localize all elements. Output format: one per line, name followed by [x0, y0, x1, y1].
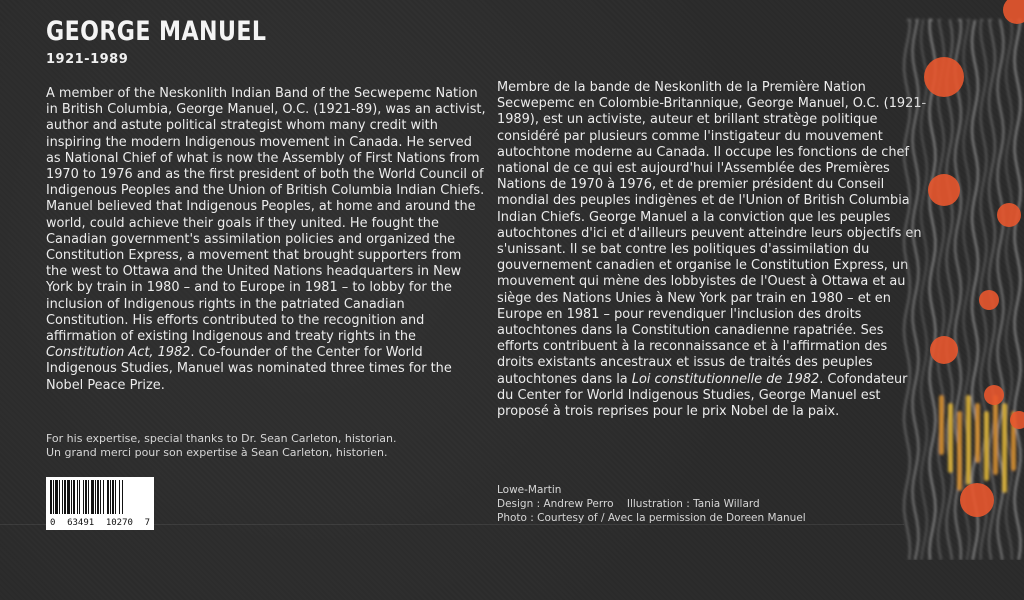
artwork-strand [938, 20, 944, 560]
envelope-flap-edge [0, 524, 904, 600]
barcode-bar [115, 480, 116, 514]
artwork-yellow-strand [948, 403, 953, 473]
barcode-bar [79, 480, 80, 514]
artwork-orange-dot [924, 57, 964, 97]
artwork-strand [947, 20, 953, 560]
barcode-bar [119, 480, 120, 514]
barcode-bar [59, 480, 60, 514]
french-text-part2: . Cofondateur du Center for World Indigenous Studies, George Manuel est proposé à trois reprises pour le prix Nobel de la paix. [497, 371, 908, 420]
barcode-bar [64, 480, 66, 514]
photo-credit: Photo : Courtesy of / Avec la permission de Doreen Manuel [497, 512, 806, 524]
barcode-bar [83, 480, 84, 514]
barcode-bar [71, 480, 72, 514]
artwork-orange-dot [1003, 0, 1024, 24]
barcode-bar [107, 480, 109, 514]
french-biography [497, 80, 927, 420]
barcode-bar [73, 480, 75, 514]
barcode-number [50, 518, 150, 528]
barcode-bar [112, 480, 114, 514]
barcode-bar [95, 480, 96, 514]
english-text-part1: A member of the Neskonlith Indian Band of the Secwepemc Nation in British Columbia, George Manuel, O.C. (1921-89), was an activist, author and astute political strategist whom many credit with inspiring the modern Indigenous movement in Canada. He served as National Chief of what is now the Assembly of First Nations from 1970 to 1976 and as the first president of both the World Council of Indigenous Peoples and the Union of British Columbia Indian Chiefs. Manuel believed that Indigenous Peoples, at home and around the world, could achieve their goals if they united. He fought the Canadian government's assimilation policies and organized the Constitution Express, a movement that brought supporters from the west to Ottawa and the United Nations headquarters in New York by train in 1980 – and to Europe in 1981 – to lobby for the inclusion of Indigenous rights in the patriated Canadian Constitution. His efforts contributed to the recognition and affirmation of existing Indigenous and treaty rights in the [46, 86, 486, 345]
loi-constitutionnelle-title: Loi constitutionnelle de 1982 [631, 371, 820, 387]
artwork-strand [913, 20, 919, 560]
artwork-orange-dot [997, 203, 1021, 227]
barcode-bar [53, 480, 54, 514]
artwork-strand [930, 20, 936, 560]
barcode-digit-left: 0 [50, 518, 56, 528]
artwork-strand [989, 20, 995, 560]
artwork-yellow-strand [984, 411, 989, 481]
barcode-bar [91, 480, 94, 514]
barcode-bar [55, 480, 58, 514]
page-title: GEORGE MANUEL [46, 16, 267, 47]
barcode-group-1: 63491 [67, 518, 95, 528]
artwork-yellow-strand [957, 411, 962, 491]
barcode-digit-right: 7 [144, 518, 150, 528]
barcode-bar [77, 480, 78, 514]
life-years: 1921-1989 [46, 52, 129, 67]
artwork-orange-dot [979, 290, 999, 310]
artwork-yellow-strand [975, 403, 980, 463]
barcode-bar [103, 480, 104, 514]
artwork-orange-dot [984, 385, 1004, 405]
barcode-bars [50, 480, 150, 514]
english-biography [46, 86, 486, 394]
artwork-yellow-strand [939, 395, 944, 455]
artwork-orange-dot [930, 336, 958, 364]
artwork-strand [921, 20, 927, 560]
barcode-bar [88, 480, 89, 514]
artwork-strand [1015, 20, 1021, 560]
design-credit: Design : Andrew Perro [497, 498, 614, 510]
artwork-yellow-strand [1002, 403, 1007, 493]
artwork-yellow-strand [966, 395, 971, 485]
acknowledgement [46, 432, 486, 460]
barcode-bar [67, 480, 70, 514]
barcode-bar [100, 480, 101, 514]
artwork-orange-dot [928, 174, 960, 206]
artwork-strand [972, 20, 978, 560]
barcode-bar [50, 480, 52, 514]
constitution-act-title: Constitution Act, 1982 [46, 345, 191, 361]
thanks-french: Un grand merci pour son expertise à Sean Carleton, historien. [46, 446, 388, 459]
illustration-credit: Illustration : Tania Willard [626, 498, 760, 510]
barcode-bar [62, 480, 63, 514]
barcode-bar [110, 480, 111, 514]
thanks-english: For his expertise, special thanks to Dr. Sean Carleton, historian. [46, 432, 397, 445]
barcode [46, 477, 154, 530]
artwork-yellow-strand [993, 395, 998, 475]
barcode-bar [97, 480, 99, 514]
artwork-orange-dot [960, 483, 994, 517]
illustration-artwork [899, 0, 1024, 560]
credits [497, 483, 897, 525]
design-illustration-credit [497, 497, 897, 511]
french-text-part1: Membre de la bande de Neskonlith de la Première Nation Secwepemc en Colombie-Britannique, George Manuel, O.C. (1921-1989), est un activiste, auteur et brillant stratège politique considéré par plusieurs comme l'instigateur du mouvement autochtone moderne au Canada. Il occupe les fonctions de chef national de ce qui est aujourd'hui l'Assemblée des Premières Nations de 1970 à 1976, et de premier président du Conseil mondial des peuples indigènes et de l'Union of British Columbia Indian Chiefs. George Manuel a la conviction que les peuples autochtones d'ici et d'ailleurs peuvent atteindre leurs objectifs en s'unissant. Il se bat contre les politiques d'assimilation du gouvernement canadien et organise le Constitution Express, un mouvement qui mène des lobbyistes de l'Ouest à Ottawa et au siège des Nations Unies à New York par train en 1980 – et en Europe en 1981 – pour revendiquer l'inclusion des droits autochtones dans la Constitution canadienne rapatriée. Ses efforts contribuent à la reconnaissance et à l'affirmation des droits existants ancestraux et issus de traités des peuples autochtones dans la [497, 80, 927, 387]
english-text-part2: . Co-founder of the Center for World Indigenous Studies, Manuel was nominated three times for the Nobel Peace Prize. [46, 345, 452, 393]
artwork-pattern [899, 0, 1024, 560]
artwork-strand [904, 20, 910, 560]
barcode-group-2: 10270 [105, 518, 133, 528]
printer-credit: Lowe-Martin [497, 484, 562, 496]
barcode-bar [85, 480, 87, 514]
barcode-bar [122, 480, 123, 514]
